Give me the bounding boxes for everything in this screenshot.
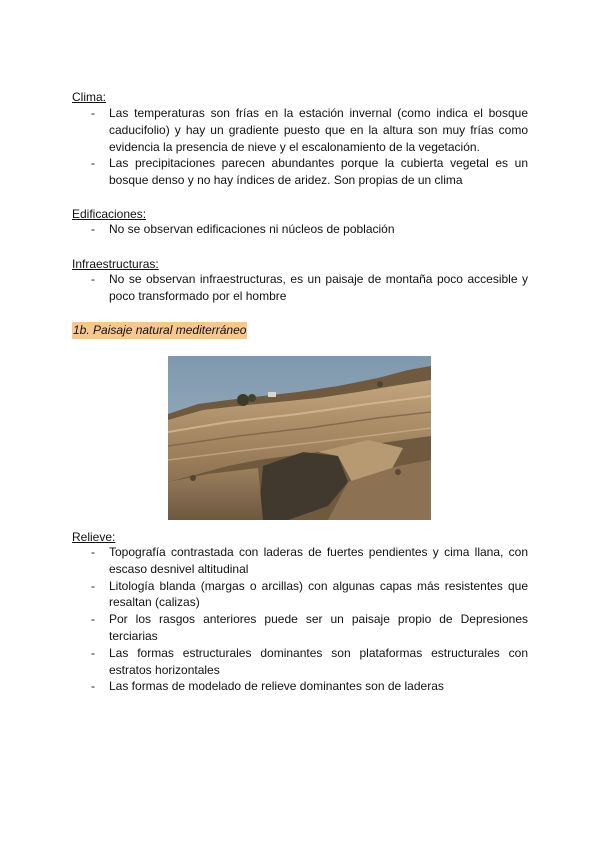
landscape-photo (168, 356, 431, 520)
infraestructuras-heading: Infraestructuras: (72, 257, 159, 271)
list-item: - Por los rasgos anteriores puede ser un paisaje propio de Depresiones terciarias (72, 611, 528, 645)
list-item: - Las formas de modelado de relieve dominantes son de laderas (72, 678, 528, 695)
clima-list (72, 105, 528, 189)
list-item: - No se observan edificaciones ni núcleos de población (72, 221, 528, 238)
edificaciones-heading: Edificaciones: (72, 207, 147, 221)
landscape-photo-icon (168, 356, 431, 520)
subheading-paisaje-mediterraneo: 1b. Paisaje natural mediterráneo (73, 323, 247, 337)
infraestructuras-list (72, 271, 528, 305)
list-item: - Las temperaturas son frías en la estación invernal (como indica el bosque caducifolio) y hay un gradiente puesto que en la altura son muy frías como evidencia la presencia de nieve y el escalonamiento de la vegetación. (72, 105, 528, 155)
edificaciones-list (72, 221, 528, 238)
relieve-heading: Relieve: (72, 530, 116, 544)
clima-heading: Clima: (72, 90, 107, 104)
relieve-list (72, 544, 528, 695)
list-item: - No se observan infraestructuras, es un paisaje de montaña poco accesible y poco transformado por el hombre (72, 271, 528, 305)
list-item: - Las precipitaciones parecen abundantes porque la cubierta vegetal es un bosque denso y no hay índices de aridez. Son propias de un clima (72, 155, 528, 189)
list-item: - Las formas estructurales dominantes son plataformas estructurales con estratos horizontales (72, 645, 528, 679)
list-item: - Litología blanda (margas o arcillas) con algunas capas más resistentes que resaltan (calizas) (72, 578, 528, 612)
list-item: - Topografía contrastada con laderas de fuertes pendientes y cima llana, con escaso desnivel altitudinal (72, 544, 528, 578)
